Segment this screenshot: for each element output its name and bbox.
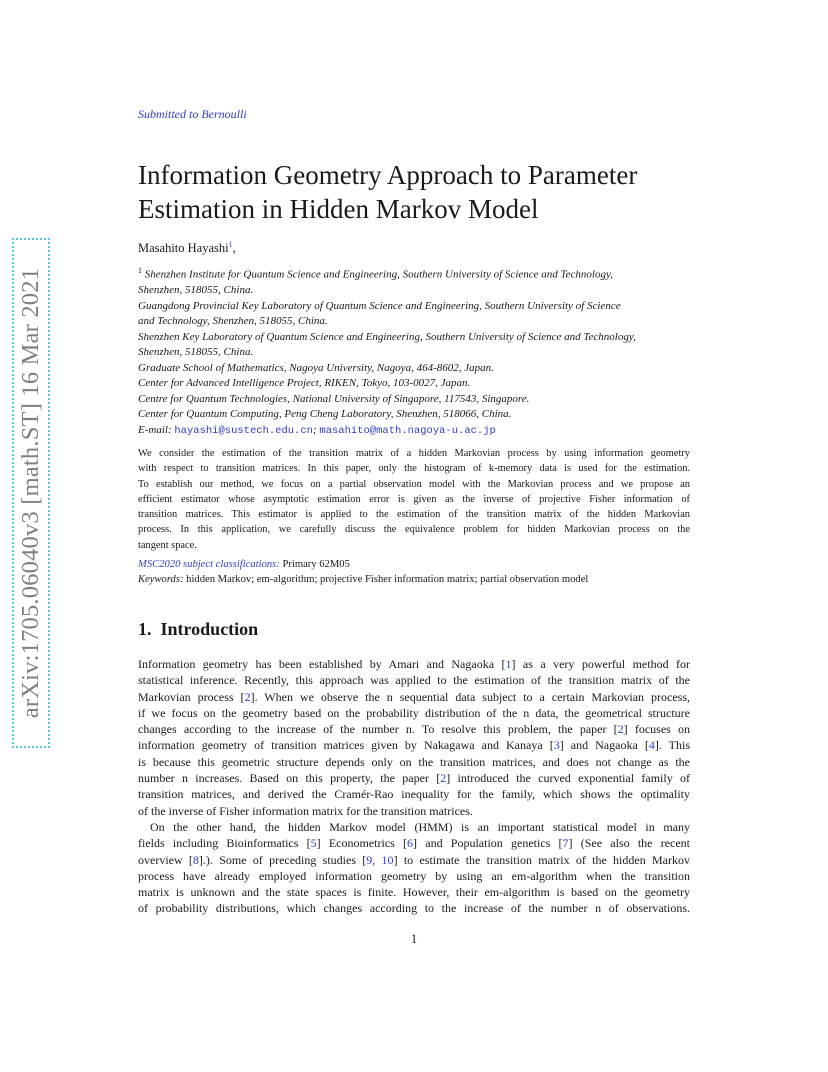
affiliation-line: Graduate School of Mathematics, Nagoya University, Nagoya, 464-8602, Japan.	[138, 361, 494, 374]
affiliations-block	[138, 263, 698, 439]
author-affiliation-marker[interactable]: 1	[228, 240, 233, 249]
affiliation-line: Guangdong Provincial Key Laboratory of Quantum Science and Engineering, Southern University of Science	[138, 299, 621, 312]
msc-label[interactable]: MSC2020 subject classifications:	[138, 559, 280, 570]
affiliation-line: Center for Quantum Computing, Peng Cheng Laboratory, Shenzhen, 518066, China.	[138, 408, 512, 421]
abstract	[138, 446, 690, 553]
abstract-line: with respect to transition matrices. In this paper, only the histogram of k-memory data is used for the estimation.	[138, 463, 690, 475]
affiliation-line: Shenzhen Key Laboratory of Quantum Science and Engineering, Southern University of Science and Technology,	[138, 330, 636, 343]
title-line: Estimation in Hidden Markov Model	[138, 194, 539, 224]
citation-link[interactable]: 2	[440, 771, 447, 786]
citation-link[interactable]: 6	[407, 836, 414, 851]
body-line: Markovian process [2]. When we observe the n sequential data subject to a certain Markovian process,	[138, 689, 690, 704]
affiliation-line: Shenzhen, 518055, China.	[138, 284, 254, 297]
citation-link[interactable]: 7	[562, 836, 569, 851]
page-number: 1	[410, 932, 418, 946]
email-label: E-mail:	[138, 423, 172, 436]
section-number: 1.	[138, 619, 152, 639]
affiliation-line: $^1$ Shenzhen Institute for Quantum Science and Engineering, Southern University of Science and Technology,	[138, 266, 613, 281]
body-line: On the other hand, the hidden Markov model (HMM) is an important statistical model in many	[150, 819, 690, 834]
keywords-label: Keywords:	[138, 574, 184, 585]
body-line: number n increases. Based on this property, the paper [2] introduced the curved exponential family of	[138, 771, 690, 786]
body-line: Information geometry has been established by Amari and Nagaoka [1] as a very powerful method for	[138, 657, 690, 671]
body-line: of probability distributions, which changes according to the increase of the number n of observations.	[138, 901, 690, 916]
affiliation-line: Center for Advanced Intelligence Project, RIKEN, Tokyo, 103-0027, Japan.	[138, 377, 471, 390]
author-suffix: ,	[232, 241, 236, 256]
body-line: changes according to the increase of the number n. To resolve this problem, the paper [2] focuses on	[138, 722, 690, 737]
abstract-line: We consider the estimation of the transition matrix of a hidden Markovian process by using information geometry	[138, 448, 690, 459]
body-line: if we focus on the geometry based on the probability distribution of the n data, the geometrical structure	[138, 705, 690, 720]
abstract-line: To establish our method, we focus on a partial observation model with the Markovian process and we propose an	[138, 478, 690, 490]
arxiv-identifier-text: arXiv:1705.06040v3 [math.ST] 16 Mar 2021	[17, 267, 44, 719]
body-line: of the inverse of Fisher information matrix for the transition matrices.	[138, 803, 473, 818]
paper-title	[138, 158, 698, 226]
email-line	[138, 423, 698, 440]
email-link-sustech[interactable]: hayashi@sustech.edu.cn	[174, 424, 313, 437]
title-line: Information Geometry Approach to Parameter	[138, 160, 638, 190]
citation-link[interactable]: 2	[244, 689, 251, 704]
msc-value: Primary 62M05	[282, 559, 350, 570]
body-line: process have already employed information geometry by using an em-algorithm when the transition	[138, 868, 690, 883]
email-separator: ;	[312, 423, 317, 436]
citation-link[interactable]: 4	[648, 738, 655, 753]
citation-link[interactable]: 9, 10	[366, 852, 394, 867]
email-link-nagoya[interactable]: masahito@math.nagoya-u.ac.jp	[319, 424, 496, 437]
abstract-line: transition matrices. This estimator is applied to the estimation of the transition matrix of the hidden Markovian	[138, 509, 690, 521]
affiliation-line: Shenzhen, 518055, China.	[138, 346, 254, 359]
keywords-value: hidden Markov; em-algorithm; projective Fisher information matrix; partial observation model	[186, 574, 589, 585]
citation-link[interactable]: 2	[617, 722, 624, 737]
body-line: is because this geometric structure depends only on the transition matrices, and does not change as the	[138, 754, 690, 769]
body-line: transition matrices, and derived the Cramér-Rao inequality for the family, which shows the optimality	[138, 787, 690, 802]
arxiv-identifier-stamp	[12, 238, 50, 748]
citation-link[interactable]: 1	[505, 657, 512, 671]
affiliation-line: Centre for Quantum Technologies, National University of Singapore, 117543, Singapore.	[138, 392, 530, 405]
keywords	[138, 574, 588, 585]
section-heading	[138, 619, 258, 640]
journal-header[interactable]: Submitted to Bernoulli	[138, 107, 247, 121]
author-line	[138, 240, 236, 256]
body-line: matrix is unknown and the state spaces is finite. However, their em-algorithm is based on the geometry	[138, 885, 690, 900]
abstract-line: process. In this application, we carefully discuss the equivalence problem for hidden Markovian process on the	[138, 524, 690, 536]
citation-link[interactable]: 8	[192, 852, 199, 867]
section-title: Introduction	[160, 619, 259, 639]
introduction-body	[138, 656, 690, 917]
body-line: statistical inference. Recently, this approach was applied to the estimation of the transition matrix of the	[138, 673, 690, 688]
msc-classification	[138, 559, 350, 570]
abstract-line: efficient estimator whose asymptotic estimation error is given as the inverse of projective Fisher information of	[138, 493, 690, 505]
affiliation-line: and Technology, Shenzhen, 518055, China.	[138, 315, 328, 328]
body-line: fields including Bioinformatics [5] Econometrics [6] and Population genetics [7] (See also the recent	[138, 836, 691, 851]
citation-link[interactable]: 5	[310, 836, 317, 851]
body-line: information geometry of transition matrices given by Nakagawa and Kanaya [3] and Nagaoka [4]. This	[138, 738, 690, 753]
body-line: overview [8].). Some of preceding studies [9, 10] to estimate the transition matrix of the hidden Markov	[138, 852, 690, 867]
affiliation-marker: 1	[138, 266, 142, 275]
abstract-line: tangent space.	[138, 539, 197, 551]
citation-link[interactable]: 3	[553, 738, 560, 753]
author-name: Masahito Hayashi	[138, 241, 229, 256]
